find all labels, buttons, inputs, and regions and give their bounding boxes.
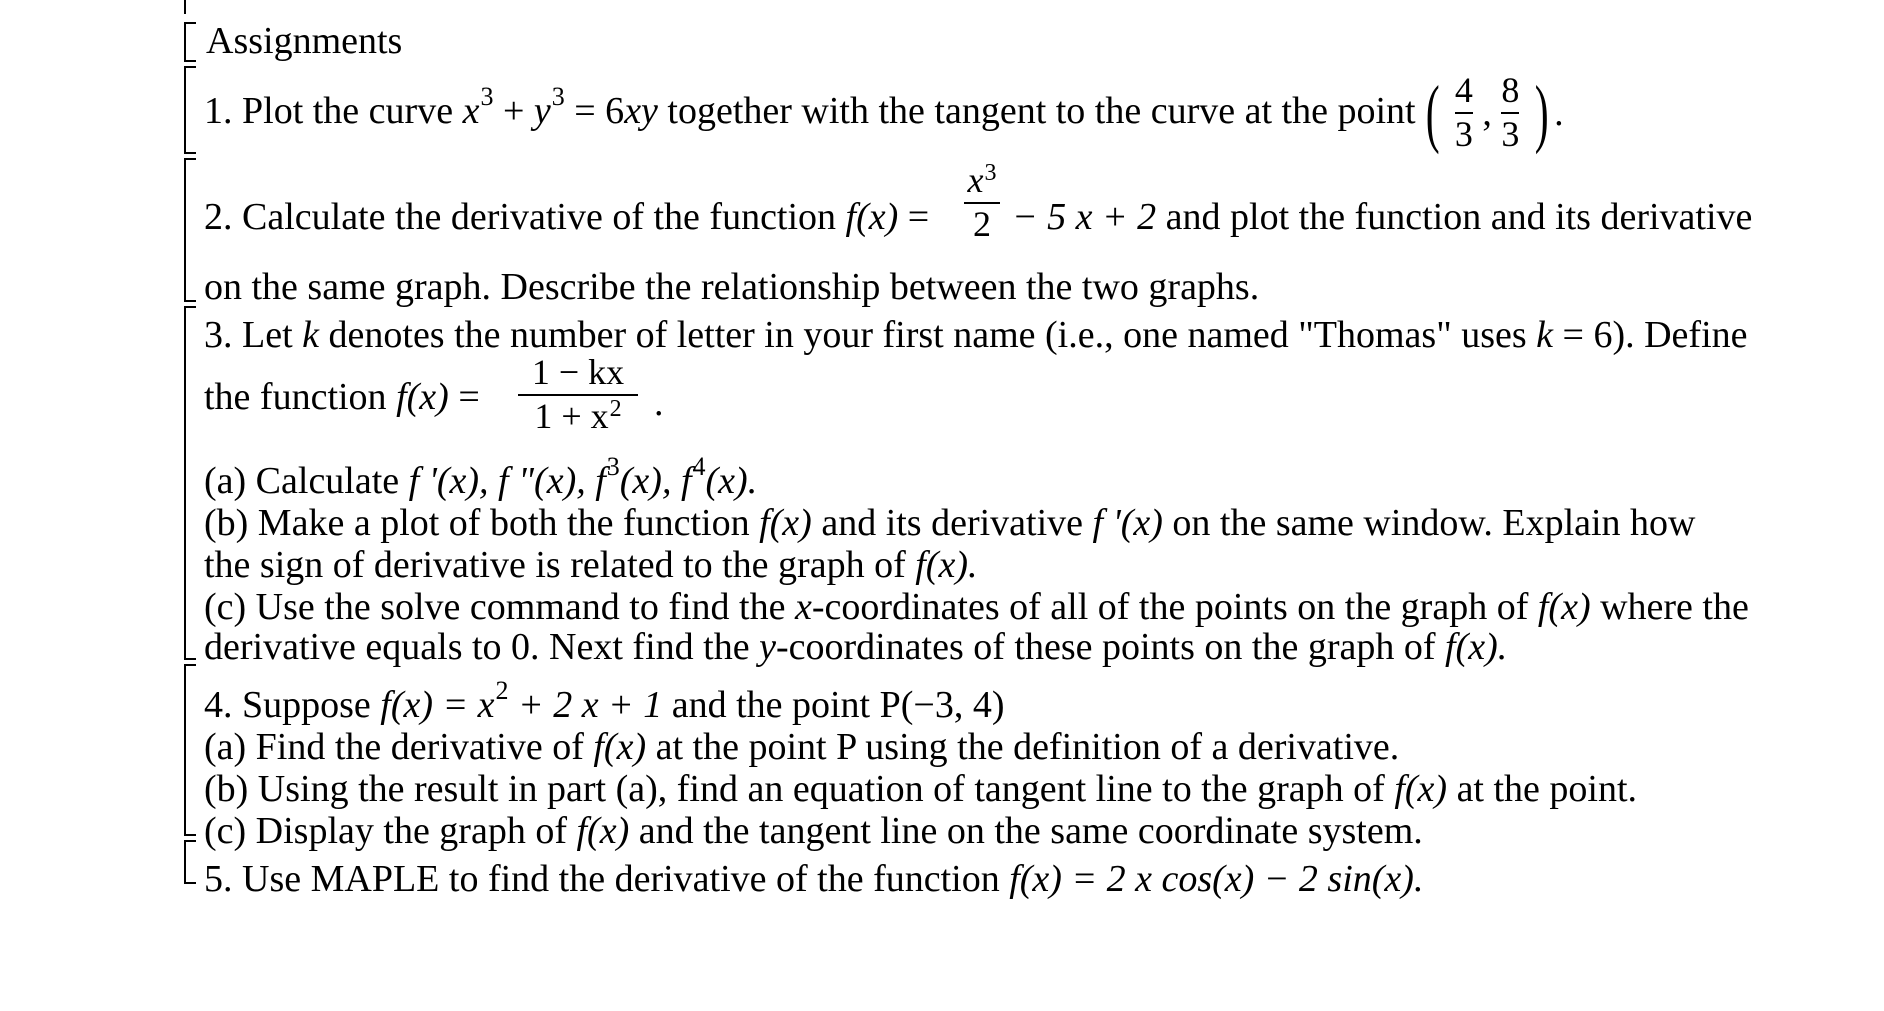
- q4-part-b: (b) Using the result in part (a), find an equation of tangent line to the graph of f(x) at the point.: [204, 768, 1638, 810]
- q3-fraction: $\frac{1 - kx}{1 + x^2}$: [518, 354, 638, 436]
- q3-line1: 3. Let k denotes the number of letter in your first name (i.e., one named "Thomas" uses k = 6). Define: [204, 314, 1748, 356]
- q1-line: 1. Plot the curve $x^3 + y^3 = 6xy$ together with the tangent to the curve at the point: [204, 82, 1416, 132]
- q3-part-a: (a) Calculate f '(x), f "(x), $f^3(x)$, $f^4(x)$.: [204, 452, 758, 502]
- title-bracket[interactable]: [184, 22, 196, 62]
- section-bracket[interactable]: [184, 0, 196, 14]
- left-paren: (: [1425, 70, 1440, 155]
- q4-part-c: (c) Display the graph of f(x) and the tangent line on the same coordinate system.: [204, 810, 1423, 852]
- q2-bracket[interactable]: [184, 158, 196, 302]
- right-paren: ): [1534, 70, 1549, 155]
- q2-line2: on the same graph. Describe the relationship between the two graphs.: [204, 266, 1260, 308]
- q4-bracket[interactable]: [184, 664, 196, 836]
- q5-bracket[interactable]: [184, 840, 196, 884]
- q3-def: the function f(x) =: [204, 376, 480, 418]
- q4-line1: 4. Suppose $f(x) = x^2 + 2$ x + 1 and the point P(−3, 4): [204, 676, 1005, 726]
- q3-part-c-2: derivative equals to 0. Next find the y-coordinates of these points on the graph of f(x).: [204, 626, 1508, 668]
- q1-bracket[interactable]: [184, 66, 196, 154]
- q2-fraction: $\frac{x^3}{2}$: [964, 162, 1000, 244]
- q5-line: 5. Use MAPLE to find the derivative of the function f(x) = 2 x cos(x) − 2 sin(x).: [204, 858, 1424, 900]
- q1-point: ( $\frac{4}{3}$ , $\frac{8}{3}$ ) .: [1425, 70, 1564, 155]
- q3-part-b-2: the sign of derivative is related to the graph of f(x).: [204, 544, 978, 586]
- point-y-fraction: $\frac{8}{3}$: [1501, 70, 1520, 154]
- q4-part-a: (a) Find the derivative of f(x) at the point P using the definition of a derivative.: [204, 726, 1400, 768]
- q3-part-b-1: (b) Make a plot of both the function f(x) and its derivative f '(x) on the same window. Explain how: [204, 502, 1696, 544]
- q3-bracket[interactable]: [184, 306, 196, 660]
- q2-line1-rest: − 5 x + 2 and plot the function and its derivative: [1012, 196, 1753, 238]
- q3-def-end: .: [654, 382, 664, 424]
- point-x-fraction: $\frac{4}{3}$: [1454, 70, 1473, 154]
- q3-part-c-1: (c) Use the solve command to find the x-coordinates of all of the points on the graph of f(x) where the: [204, 586, 1749, 628]
- q2-line1: 2. Calculate the derivative of the function f(x) =: [204, 196, 930, 238]
- page-title: Assignments: [206, 20, 403, 62]
